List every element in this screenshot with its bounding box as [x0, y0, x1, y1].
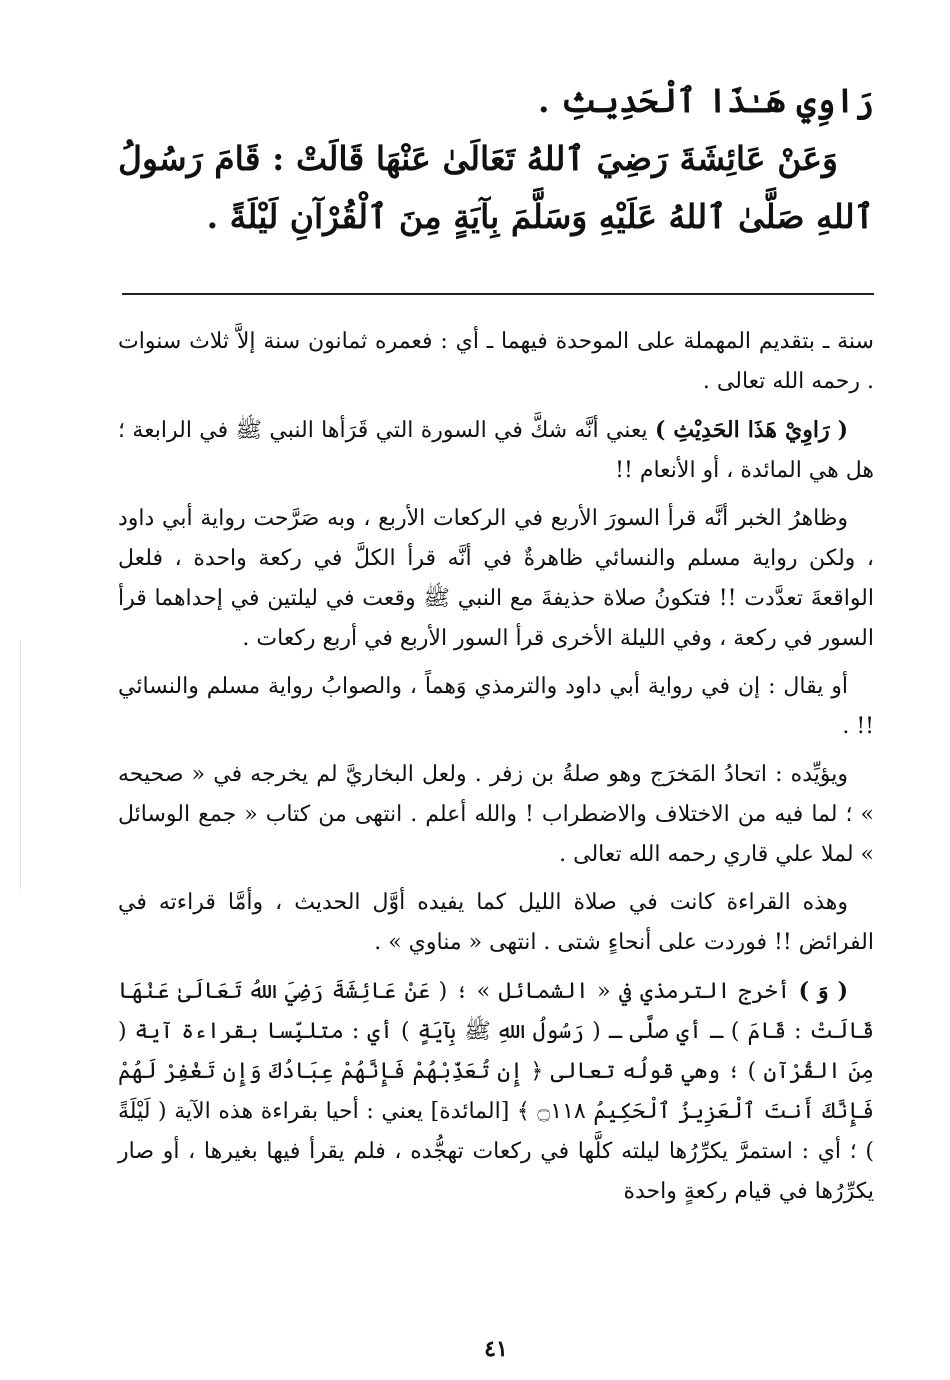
quoted-phrase: ( رَاوِيْ هَذَا الحَدِيْثِ ): [655, 417, 848, 443]
commentary: [118, 322, 874, 1220]
commentary-paragraph-3: وظاهرُ الخبر أنَّه قرأ السورَ الأربع في الركعات الأربع ، وبه صَرَّحت رواية أبي داود ، ولكن رواية مسلم والنسائي ظاهرةٌ في أنَّه قرأ الكلَّ في ركعة واحدة ، فلعل الواقعةَ تعدَّدت !! فتكونُ صلاة حذيفةَ مع النبي ﷺ وقعت في ليلتين في إحداهما قرأ السور في ركعة ، وفي الليلة الأخرى قرأ السور الأربع في أربع ركعات .: [118, 506, 874, 651]
commentary-paragraph-2: ( رَاوِيْ هَذَا الحَدِيْثِ ) يعني أنَّه شكَّ في السورة التي قَرَأها النبي ﷺ في الرابعة ؛ هل هي المائدة ، أو الأنعام !!: [118, 417, 874, 483]
commentary-paragraph-5: ويؤيِّده : اتحادُ المَخرَج وهو صلةُ بن زفر . ولعل البخاريَّ لم يخرجه في « صحيحه » ؛ لما فيه من الاختلاف والاضطراب ! والله أعلم . انتهى من كتاب « جمع الوسائل » لملا علي قاري رحمه الله تعالى .: [118, 762, 874, 867]
footnote-separator: [122, 293, 874, 295]
scan-margin-line: [20, 640, 21, 890]
main-line-2: وَعَنْ عَائِشَةَ رَضِيَ ٱللهُ تَعَالَىٰ عَنْهَا قَالَتْ : قَامَ رَسُولُ ٱللهِ صَلَّىٰ ٱللهُ عَلَيْهِ وَسَلَّمَ بِآيَةٍ مِنَ ٱلْقُرْآنِ لَيْلَةً .: [118, 139, 874, 236]
commentary-paragraph-7: ( وَ ) أخرج الترمذي في « الشمائل » ؛ ( عَنْ عَائِشَةَ رَضِيَ اللهُ تَعَالَىٰ عَنْهَا قَالَتْ : قَامَ ) ـ أي صلَّى ـ ( رَسُولُ اللهِ ﷺ بِآيَةٍ ) أي : متلبِّسا بقراءة آية ( مِنَ القُرْآنِ ) ؛ وهي قولُه تعالى ﴿ إِن تُعَذِّبْهُمْ فَإِنَّهُمْ عِبَادُكَ وَإِن تَغْفِرْ لَهُمْ فَإِنَّكَ أَنتَ ٱلْعَزِيزُ ٱلْحَكِيمُ ۝١١٨ ﴾ [المائدة] يعني : أحيا بقراءة هذه الآية ( لَيْلَةً ) ؛ أي : استمرَّ يكرِّرُها ليلته كلَّها في ركعات تهجُّده ، فلم يقرأ فيها بغيرها ، أو صار يكرِّرُها في قيام ركعةٍ واحدة: [118, 978, 874, 1204]
quoted-phrase: ( وَ ): [798, 978, 848, 1004]
commentary-paragraph-4: أو يقال : إن في رواية أبي داود والترمذي وَهماً ، والصوابُ رواية مسلم والنسائي !! .: [118, 674, 874, 739]
commentary-paragraph-6: وهذه القراءة كانت في صلاة الليل كما يفيده أوَّل الحديث ، وأمَّا قراءته في الفرائض !! فوردت على أنحاءٍ شتى . انتهى « مناوي » .: [118, 890, 874, 955]
book-page: [118, 72, 874, 1362]
commentary-paragraph-1: سنة ـ بتقديم المهملة على الموحدة فيهما ـ أي : فعمره ثمانون سنة إلاَّ ثلاث سنوات . رحمه الله تعالى .: [118, 329, 874, 394]
main-line-1: رَاوِي هَـٰذَا ٱلْحَدِيثِ .: [538, 81, 874, 120]
main-text: [118, 72, 874, 246]
page-number: ٤١: [484, 1336, 508, 1362]
